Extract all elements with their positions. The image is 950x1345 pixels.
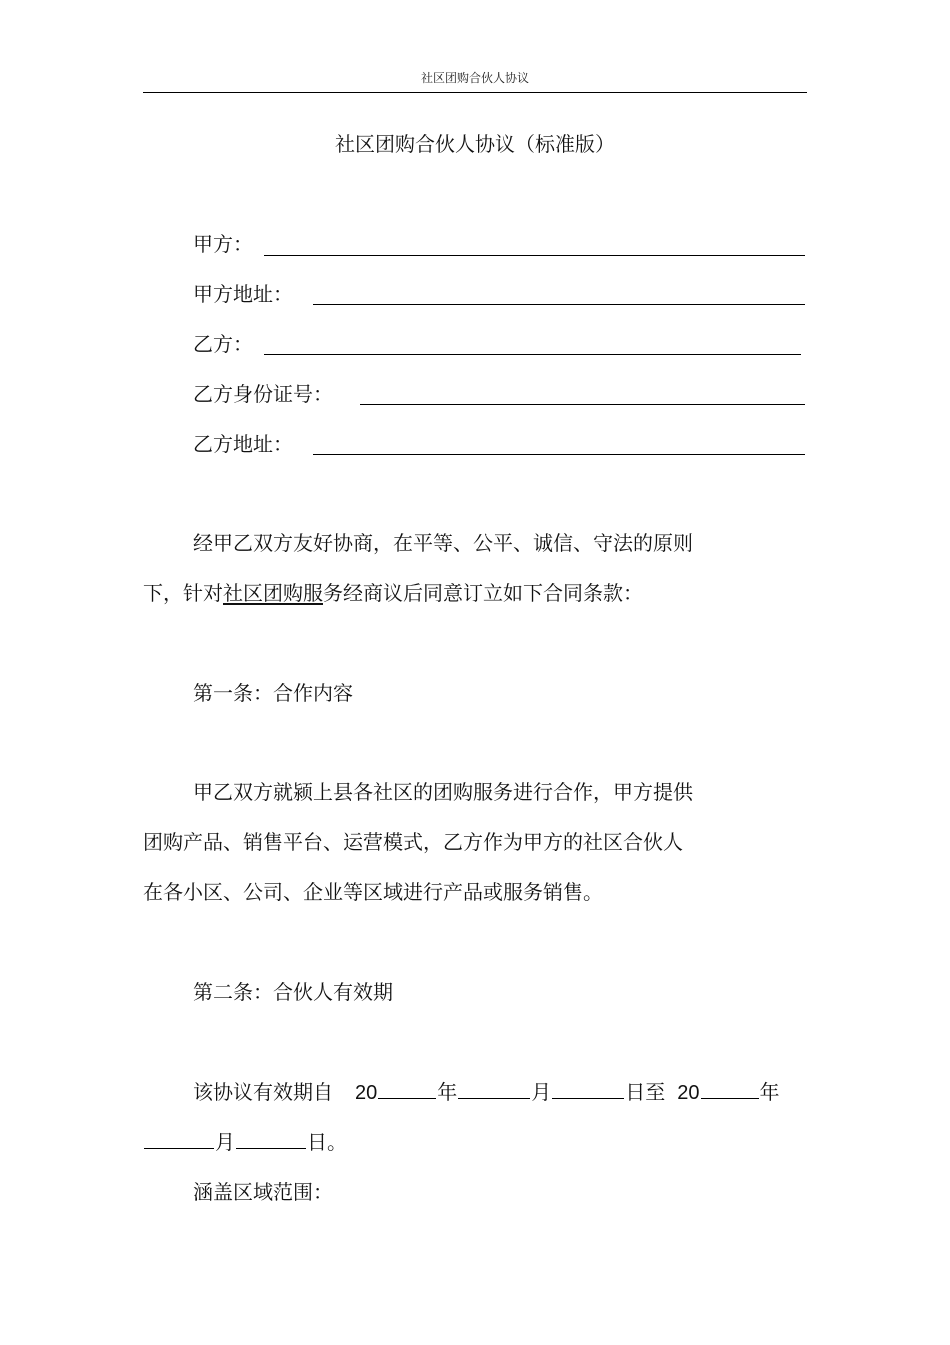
start-year-unit: 年 xyxy=(437,1080,458,1104)
party-b-address-label: 乙方地址： xyxy=(193,432,293,456)
validity-line-2 xyxy=(143,1128,347,1156)
end-year-blank[interactable] xyxy=(701,1078,759,1099)
party-a-field[interactable] xyxy=(264,255,805,256)
article-1-line-1: 甲乙双方就颍上县各社区的团购服务进行合作，甲方提供 xyxy=(193,780,693,804)
end-year-unit: 年 xyxy=(759,1080,780,1104)
party-b-label: 乙方： xyxy=(193,332,253,356)
start-year-prefix: 20 xyxy=(355,1082,378,1104)
end-year-prefix: 20 xyxy=(677,1082,700,1104)
running-header: 社区团购合伙人协议 xyxy=(420,71,529,85)
start-day-unit: 日至 xyxy=(625,1080,666,1104)
intro-line-2 xyxy=(143,579,643,607)
party-a-label: 甲方： xyxy=(193,232,253,256)
end-day-unit: 日。 xyxy=(307,1130,347,1154)
article-2-heading: 第二条：合伙人有效期 xyxy=(193,980,393,1004)
party-b-id-field[interactable] xyxy=(360,404,805,405)
end-month-unit: 月 xyxy=(215,1130,235,1154)
end-day-blank[interactable] xyxy=(236,1128,306,1149)
start-day-blank[interactable] xyxy=(552,1078,624,1099)
intro-text-a: 下，针对 xyxy=(143,581,223,605)
party-b-address-field[interactable] xyxy=(313,454,805,455)
party-a-address-field[interactable] xyxy=(313,304,805,305)
intro-text-b: 务经商议后同意订立如下合同条款： xyxy=(323,581,643,605)
start-month-unit: 月 xyxy=(531,1080,552,1104)
validity-line-1 xyxy=(193,1078,780,1107)
coverage-label: 涵盖区域范围： xyxy=(193,1180,333,1204)
header-divider xyxy=(143,92,807,93)
service-link[interactable]: 社区团购服 xyxy=(223,581,323,605)
start-year-blank[interactable] xyxy=(378,1078,436,1099)
party-a-address-label: 甲方地址： xyxy=(193,282,293,306)
start-month-blank[interactable] xyxy=(458,1078,530,1099)
validity-prefix: 该协议有效期自 xyxy=(193,1080,333,1104)
party-b-field[interactable] xyxy=(264,354,801,355)
article-1-line-2: 团购产品、销售平台、运营模式，乙方作为甲方的社区合伙人 xyxy=(143,830,683,854)
party-b-id-label: 乙方身份证号： xyxy=(193,382,333,406)
document-title: 社区团购合伙人协议（标准版） xyxy=(335,132,615,156)
intro-line-1: 经甲乙双方友好协商，在平等、公平、诚信、守法的原则 xyxy=(193,531,693,555)
article-1-heading: 第一条：合作内容 xyxy=(193,681,353,705)
article-1-line-3: 在各小区、公司、企业等区域进行产品或服务销售。 xyxy=(143,880,603,904)
end-month-blank[interactable] xyxy=(144,1128,214,1149)
